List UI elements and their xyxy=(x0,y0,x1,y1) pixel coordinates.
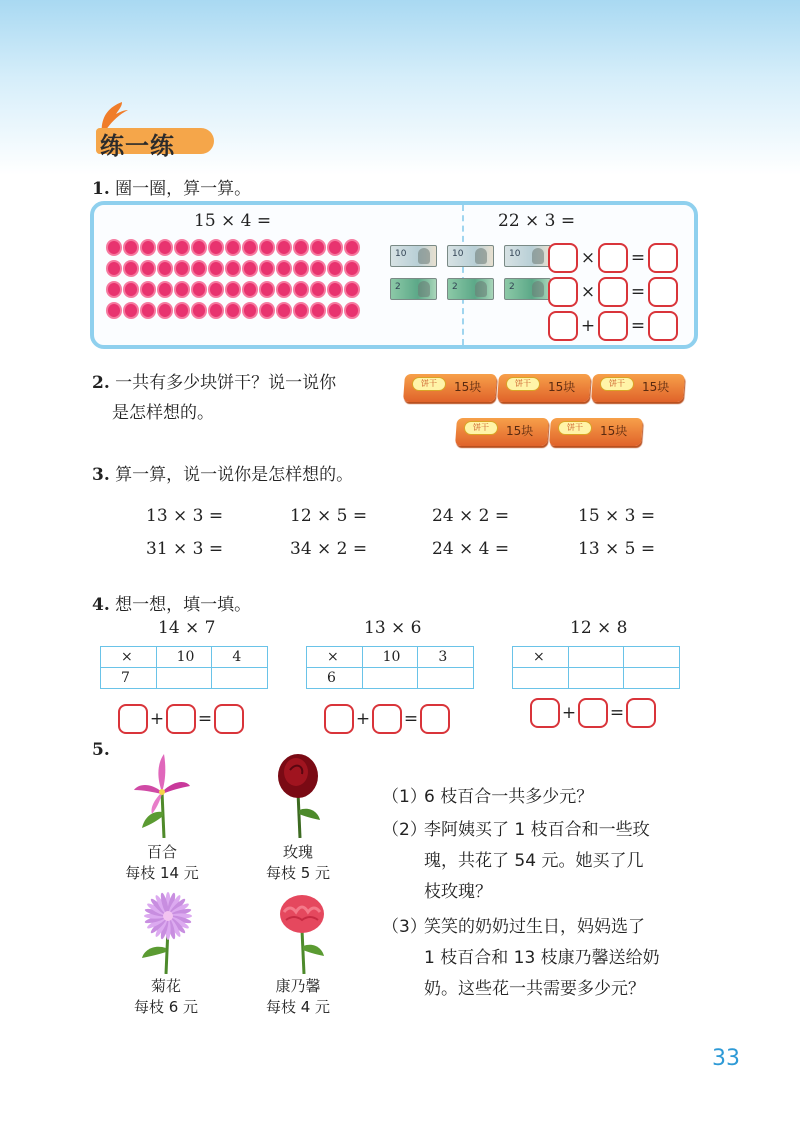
q5-heading xyxy=(92,740,110,760)
grid-cell[interactable]: 10 xyxy=(362,647,418,668)
sub1-line1: 6 枝百合一共多少元？ xyxy=(424,787,594,807)
flower-dot[interactable] xyxy=(329,241,341,254)
answer-box[interactable] xyxy=(324,704,354,734)
biscuit-tag: 饼干 xyxy=(600,377,634,391)
flower-row xyxy=(108,283,358,296)
multiplication-grid xyxy=(100,646,268,689)
grid-cell[interactable] xyxy=(156,668,212,689)
flower-dot[interactable] xyxy=(295,283,307,296)
flower-row xyxy=(108,304,358,317)
answer-box[interactable] xyxy=(598,243,628,273)
answer-box[interactable] xyxy=(648,277,678,307)
multiplication-grid xyxy=(512,646,680,689)
biscuit-pack xyxy=(498,370,590,404)
answer-box[interactable] xyxy=(214,704,244,734)
sub3-line3: 奶。这些花一共需要多少元？ xyxy=(424,979,645,999)
biscuit-pack xyxy=(404,370,496,404)
flower-dot[interactable] xyxy=(159,283,171,296)
grid-cell[interactable]: 7 xyxy=(101,668,157,689)
biscuit-tag: 饼干 xyxy=(558,421,592,435)
grid-cell[interactable]: 4 xyxy=(212,647,268,668)
flower-dot[interactable] xyxy=(227,304,239,317)
answer-box[interactable] xyxy=(648,243,678,273)
flower-dot[interactable] xyxy=(108,241,120,254)
carnation-caption xyxy=(256,976,340,1018)
grid-row xyxy=(307,668,474,689)
answer-box[interactable] xyxy=(548,311,578,341)
answer-box[interactable] xyxy=(530,698,560,728)
flower-dot[interactable] xyxy=(142,241,154,254)
sub3-line1: 笑笑的奶奶过生日，妈妈选了 xyxy=(424,917,645,937)
equals-sign: = xyxy=(609,703,625,723)
section-title xyxy=(92,100,222,160)
biscuit-pack xyxy=(592,370,684,404)
equals-sign: = xyxy=(630,282,646,302)
grid-cell[interactable]: 6 xyxy=(307,668,363,689)
carnation-icon xyxy=(272,890,332,974)
sub3-number: （3） xyxy=(382,917,427,937)
flower-dot[interactable] xyxy=(329,262,341,275)
flower-dot[interactable] xyxy=(176,241,188,254)
table-equation xyxy=(324,704,450,734)
answer-box[interactable] xyxy=(578,698,608,728)
flower-dot[interactable] xyxy=(142,283,154,296)
grid-cell[interactable] xyxy=(568,668,624,689)
grid-row xyxy=(307,647,474,668)
flower-dot[interactable] xyxy=(312,304,324,317)
flower-dot[interactable] xyxy=(125,304,137,317)
lily-price: 每枝 14 元 xyxy=(125,864,199,882)
biscuit-tag: 饼干 xyxy=(412,377,446,391)
calc-expression: 24 × 2 = xyxy=(432,506,510,526)
flower-dot[interactable] xyxy=(142,304,154,317)
flower-dot[interactable] xyxy=(278,304,290,317)
answer-box[interactable] xyxy=(626,698,656,728)
rose-icon xyxy=(270,752,326,838)
ten-yuan-bill[interactable]: 10 xyxy=(504,245,551,267)
carnation-name: 康乃馨 xyxy=(275,977,321,995)
flower-dot[interactable] xyxy=(176,262,188,275)
q1-text: 圈一圈，算一算。 xyxy=(115,179,252,199)
calc-expression: 15 × 3 = xyxy=(578,506,656,526)
flower-dot[interactable] xyxy=(329,283,341,296)
grid-row xyxy=(513,668,680,689)
flower-dot[interactable] xyxy=(125,262,137,275)
sub1-number: （1） xyxy=(382,787,427,807)
grid-cell[interactable]: × xyxy=(307,647,363,668)
grid-row xyxy=(101,647,268,668)
flower-dot[interactable] xyxy=(244,241,256,254)
times-sign: × xyxy=(580,248,596,268)
answer-box[interactable] xyxy=(118,704,148,734)
table-title: 14 × 7 xyxy=(158,618,216,638)
q5-sub1 xyxy=(382,782,702,813)
sub3-line2: 1 枝百合和 13 枝康乃馨送给奶 xyxy=(424,948,660,968)
biscuit-tag: 饼干 xyxy=(464,421,498,435)
sub2-line1: 李阿姨买了 1 枝百合和一些玫 xyxy=(424,820,650,840)
q1-panel xyxy=(90,201,698,349)
equals-sign: = xyxy=(197,709,213,729)
flower-dot[interactable] xyxy=(159,262,171,275)
calc-expression: 13 × 3 = xyxy=(146,506,224,526)
grid-cell[interactable]: 3 xyxy=(418,647,474,668)
q4-text: 想一想，填一填。 xyxy=(115,595,252,615)
lily-name: 百合 xyxy=(146,843,177,861)
rose-name: 玫瑰 xyxy=(282,843,313,861)
flower-dot[interactable] xyxy=(108,262,120,275)
q2-line2: 是怎样想的。 xyxy=(112,403,214,423)
flower-dot[interactable] xyxy=(278,283,290,296)
flower-dot[interactable] xyxy=(159,304,171,317)
flower-dot[interactable] xyxy=(261,241,273,254)
grid-cell[interactable] xyxy=(418,668,474,689)
q2-number: 2. xyxy=(92,373,110,393)
flower-dot[interactable] xyxy=(142,262,154,275)
grid-cell[interactable] xyxy=(212,668,268,689)
times-sign: × xyxy=(580,282,596,302)
flower-dot[interactable] xyxy=(210,283,222,296)
q1-right-expression: 22 × 3 = xyxy=(498,211,576,231)
q4-heading xyxy=(92,590,251,615)
grid-cell[interactable] xyxy=(624,668,680,689)
biscuit-label: 15块 xyxy=(600,424,628,438)
grid-cell[interactable] xyxy=(362,668,418,689)
biscuit-label: 15块 xyxy=(548,380,576,394)
ten-yuan-bill[interactable]: 10 xyxy=(447,245,494,267)
chrysanthemum-name: 菊花 xyxy=(150,977,181,995)
flower-dot[interactable] xyxy=(346,283,358,296)
plus-sign: + xyxy=(561,703,577,723)
flower-dot[interactable] xyxy=(108,304,120,317)
biscuit-label: 15块 xyxy=(642,380,670,394)
q3-heading xyxy=(92,460,353,485)
flower-dot[interactable] xyxy=(159,241,171,254)
q1-left-expression: 15 × 4 = xyxy=(194,211,272,231)
chrysanthemum-price: 每枝 6 元 xyxy=(133,998,199,1016)
equals-sign: = xyxy=(630,316,646,336)
flower-dot[interactable] xyxy=(193,241,205,254)
q2-text xyxy=(92,368,336,428)
chrysanthemum-caption xyxy=(124,976,208,1018)
calc-expression: 13 × 5 = xyxy=(578,539,656,559)
flower-row xyxy=(108,241,358,254)
flower-dot[interactable] xyxy=(176,283,188,296)
multiplication-grid xyxy=(306,646,474,689)
two-yuan-bill[interactable]: 2 xyxy=(390,278,437,300)
flower-dot[interactable] xyxy=(261,283,273,296)
flower-dot[interactable] xyxy=(227,241,239,254)
calc-expression: 31 × 3 = xyxy=(146,539,224,559)
lily-icon xyxy=(132,752,192,838)
q3-text: 算一算，说一说你是怎样想的。 xyxy=(115,465,354,485)
two-yuan-bill[interactable]: 2 xyxy=(447,278,494,300)
flower-dot[interactable] xyxy=(125,283,137,296)
plus-sign: + xyxy=(355,709,371,729)
flower-dot[interactable] xyxy=(108,283,120,296)
calc-expression: 24 × 4 = xyxy=(432,539,510,559)
flower-dot[interactable] xyxy=(295,262,307,275)
q1-answer-grid xyxy=(548,243,678,345)
plus-sign: + xyxy=(149,709,165,729)
biscuit-pack xyxy=(550,414,642,448)
table-title: 12 × 8 xyxy=(570,618,628,638)
table-equation xyxy=(118,704,244,734)
grid-cell[interactable]: × xyxy=(513,647,569,668)
grid-row xyxy=(513,647,680,668)
flower-dot[interactable] xyxy=(210,241,222,254)
biscuit-label: 15块 xyxy=(454,380,482,394)
table-title: 13 × 6 xyxy=(364,618,422,638)
flower-dot[interactable] xyxy=(329,304,341,317)
table-equation xyxy=(530,698,656,728)
two-yuan-bill[interactable]: 2 xyxy=(504,278,551,300)
chrysanthemum-icon xyxy=(136,888,200,974)
answer-box[interactable] xyxy=(420,704,450,734)
flower-dot[interactable] xyxy=(346,241,358,254)
flower-dot[interactable] xyxy=(244,304,256,317)
grid-cell[interactable] xyxy=(624,647,680,668)
flower-dot[interactable] xyxy=(244,283,256,296)
q3-number: 3. xyxy=(92,465,110,485)
calc-expression: 34 × 2 = xyxy=(290,539,368,559)
rose-caption xyxy=(256,842,340,884)
q5-sub3 xyxy=(382,912,702,1005)
flower-dot[interactable] xyxy=(227,262,239,275)
equals-sign: = xyxy=(403,709,419,729)
q4-number: 4. xyxy=(92,595,110,615)
answer-box[interactable] xyxy=(166,704,196,734)
sub2-number: （2） xyxy=(382,820,427,840)
answer-box[interactable] xyxy=(598,277,628,307)
flower-dot[interactable] xyxy=(312,262,324,275)
flower-dot[interactable] xyxy=(193,304,205,317)
ten-yuan-bill[interactable]: 10 xyxy=(390,245,437,267)
grid-row xyxy=(101,668,268,689)
rose-price: 每枝 5 元 xyxy=(265,864,331,882)
flower-dot[interactable] xyxy=(346,262,358,275)
flower-dot[interactable] xyxy=(278,262,290,275)
flower-dot[interactable] xyxy=(278,241,290,254)
flower-dot[interactable] xyxy=(125,241,137,254)
page-number: 33 xyxy=(712,1046,740,1071)
answer-box[interactable] xyxy=(548,243,578,273)
flower-dot[interactable] xyxy=(295,241,307,254)
equals-sign: = xyxy=(630,248,646,268)
q1-number: 1. xyxy=(92,179,110,199)
sub2-line2: 瑰，共花了 54 元。她买了几 xyxy=(424,851,644,871)
flower-dot[interactable] xyxy=(193,283,205,296)
answer-box[interactable] xyxy=(648,311,678,341)
plus-sign: + xyxy=(580,316,596,336)
sub2-line3: 枝玫瑰？ xyxy=(424,882,492,902)
flower-dot[interactable] xyxy=(210,262,222,275)
answer-box[interactable] xyxy=(598,311,628,341)
grid-cell[interactable] xyxy=(513,668,569,689)
flower-grid[interactable] xyxy=(108,241,358,325)
answer-box[interactable] xyxy=(548,277,578,307)
flower-dot[interactable] xyxy=(261,262,273,275)
flower-dot[interactable] xyxy=(176,304,188,317)
flower-dot[interactable] xyxy=(312,283,324,296)
lily-caption xyxy=(120,842,204,884)
flower-dot[interactable] xyxy=(312,241,324,254)
answer-box[interactable] xyxy=(372,704,402,734)
q2-line1: 一共有多少块饼干？说一说你 xyxy=(115,373,337,393)
flower-dot[interactable] xyxy=(295,304,307,317)
calc-expression: 12 × 5 = xyxy=(290,506,368,526)
q5-sub2 xyxy=(382,815,702,908)
q1-heading xyxy=(92,174,251,199)
flower-dot[interactable] xyxy=(261,304,273,317)
grid-cell[interactable]: × xyxy=(101,647,157,668)
grid-cell[interactable]: 10 xyxy=(156,647,212,668)
flower-dot[interactable] xyxy=(227,283,239,296)
flower-dot[interactable] xyxy=(193,262,205,275)
biscuit-label: 15块 xyxy=(506,424,534,438)
flower-dot[interactable] xyxy=(244,262,256,275)
money-grid[interactable] xyxy=(390,245,551,311)
grid-cell[interactable] xyxy=(568,647,624,668)
flower-dot[interactable] xyxy=(210,304,222,317)
flower-dot[interactable] xyxy=(346,304,358,317)
section-title-text: 练一练 xyxy=(100,132,175,160)
flower-row xyxy=(108,262,358,275)
biscuit-pack xyxy=(456,414,548,448)
biscuit-tag: 饼干 xyxy=(506,377,540,391)
carnation-price: 每枝 4 元 xyxy=(265,998,331,1016)
q5-number: 5. xyxy=(92,740,110,760)
